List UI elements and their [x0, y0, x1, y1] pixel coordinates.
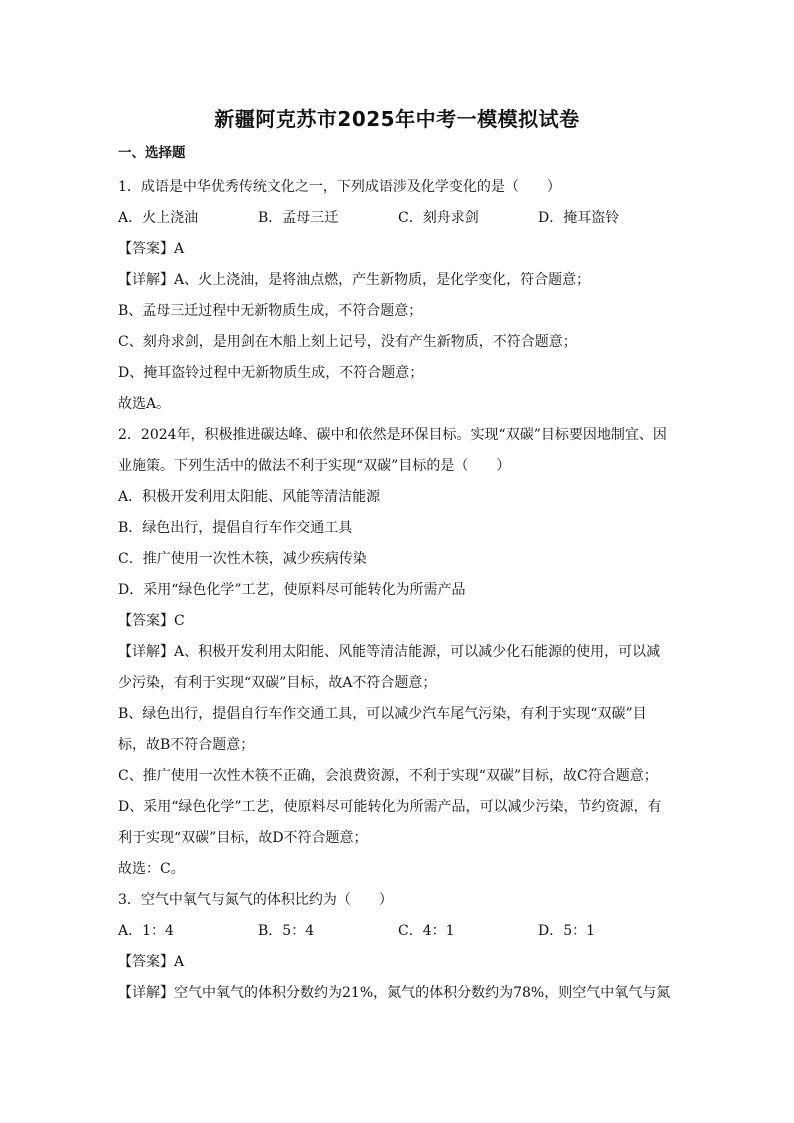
- explanation-line: 少污染，有利于实现“双碳”目标，故A不符合题意；: [118, 675, 437, 691]
- question-1: [118, 172, 678, 420]
- explanation-line: 【详解】A、火上浇油，是将油点燃，产生新物质，是化学变化，符合题意；: [118, 272, 591, 288]
- document-body: [118, 142, 678, 1009]
- question-stem: 3．空气中氧气与氮气的体积比约为（ ）: [118, 892, 393, 908]
- option-a: A．1：4: [118, 923, 174, 939]
- option-d: D．掩耳盗铃: [538, 210, 620, 226]
- answer-line: 【答案】A: [118, 954, 185, 970]
- explanation-line: B、孟母三迁过程中无新物质生成，不符合题意；: [118, 303, 423, 319]
- page-title: 新疆阿克苏市2025年中考一模模拟试卷: [214, 107, 580, 131]
- explanation-line: 利于实现“双碳”目标，故D不符合题意；: [118, 830, 368, 846]
- section-heading: 一、选择题: [118, 145, 186, 161]
- explanation-line: 标，故B不符合题意；: [118, 737, 255, 753]
- option-c: C．推广使用一次性木筷，减少疾病传染: [118, 551, 367, 567]
- answer-line: 【答案】C: [118, 613, 185, 629]
- question-2: [118, 420, 678, 885]
- option-a: A．积极开发利用太阳能、风能等清洁能源: [118, 489, 381, 505]
- explanation-line: 【详解】空气中氧气的体积分数约为21%，氮气的体积分数约为78%，则空气中氧气与氮: [118, 985, 671, 1001]
- option-b: B．绿色出行，提倡自行车作交通工具: [118, 520, 353, 536]
- explanation-line: D、采用“绿色化学”工艺，使原料尽可能转化为所需产品，可以减少污染，节约资源，有: [118, 799, 662, 815]
- option-d: D．采用“绿色化学”工艺，使原料尽可能转化为所需产品: [118, 582, 466, 598]
- explanation-line: C、刻舟求剑，是用剑在木船上刻上记号，没有产生新物质，不符合题意；: [118, 334, 577, 350]
- option-a: A．火上浇油: [118, 210, 199, 226]
- answer-line: 【答案】A: [118, 241, 185, 257]
- explanation-line: D、掩耳盗铃过程中无新物质生成，不符合题意；: [118, 365, 424, 381]
- explanation-line: 故选：C。: [118, 861, 185, 877]
- explanation-line: 【详解】A、积极开发利用太阳能、风能等清洁能源，可以减少化石能源的使用，可以减: [118, 644, 661, 660]
- explanation-line: B、绿色出行，提倡自行车作交通工具，可以减少汽车尾气污染，有利于实现“双碳”目: [118, 706, 647, 722]
- option-b: B．5：4: [258, 923, 315, 939]
- question-stem: 业施策。下列生活中的做法不利于实现“双碳”目标的是（ ）: [118, 458, 511, 474]
- option-d: D．5：1: [538, 923, 596, 939]
- question-options: [118, 203, 678, 234]
- option-b: B．孟母三迁: [258, 210, 339, 226]
- question-options: [118, 916, 678, 947]
- explanation-line: C、推广使用一次性木筷不正确，会浪费资源，不利于实现“双碳”目标，故C符合题意；: [118, 768, 658, 784]
- question-stem: 1．成语是中华优秀传统文化之一，下列成语涉及化学变化的是（ ）: [118, 179, 561, 195]
- question-stem: 2．2024年，积极推进碳达峰、碳中和依然是环保目标。实现“双碳”目标要因地制宜、因: [118, 427, 667, 443]
- explanation-line: 故选A。: [118, 396, 171, 412]
- option-c: C．刻舟求剑: [398, 210, 479, 226]
- option-c: C．4：1: [398, 923, 455, 939]
- question-3: [118, 885, 678, 1009]
